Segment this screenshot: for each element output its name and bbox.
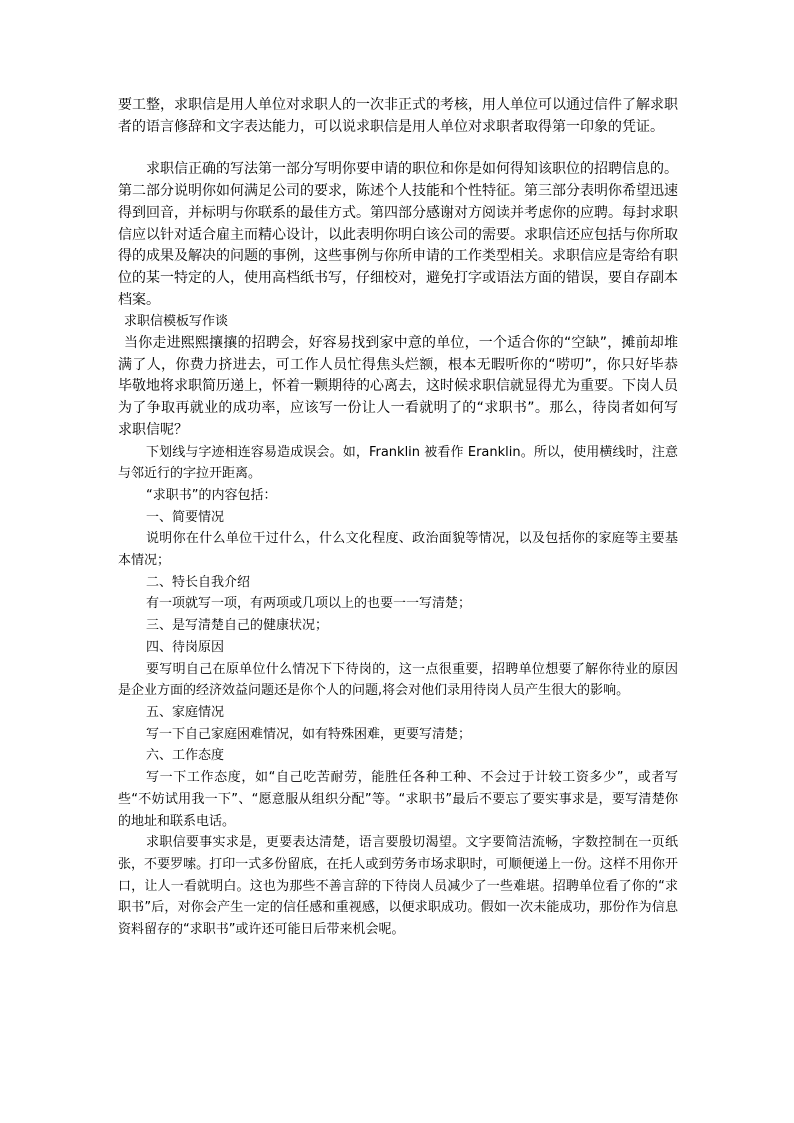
item-5-title: 五、家庭情况 xyxy=(146,704,225,720)
item-2-text: 有一项就写一项，有两项或几项以上的也要一一写清楚； xyxy=(146,596,472,612)
intro-paragraph-1: 要工整，求职信是用人单位对求职人的一次非正式的考核，用人单位可以通过信件了解求职者的语言修辞和文字表达能力，可以说求职信是用人单位对求职者取得第一印象的凭证。 xyxy=(118,97,678,135)
item-2-title: 二、特长自我介绍 xyxy=(146,574,251,590)
item-4-text: 要写明自己在原单位什么情况下下待岗的，这一点很重要，招聘单位想要了解你待业的原因是企业方面的经济效益问题还是你个人的问题,将会对他们录用待岗人员产生很大的影响。 xyxy=(118,661,678,699)
item-5-text: 写一下自己家庭困难情况，如有特殊困难，更要写清楚； xyxy=(146,726,472,742)
item-1-text: 说明你在什么单位干过什么，什么文化程度、政治面貌等情况，以及包括你的家庭等主要基本情况； xyxy=(118,531,678,569)
item-3-title: 三、是写清楚自己的健康状况； xyxy=(146,618,329,634)
document-page xyxy=(118,95,678,941)
item-6-text: 写一下工作态度，如“自己吃苦耐劳，能胜任各种工种、不会过于计较工资多少”，或者写些“不妨试用我一下”、“愿意服从组织分配”等。“求职书”最后不要忘了要实事求是，要写清楚你的地址和联系电话。 xyxy=(118,770,678,829)
section-paragraph-1: 当你走进熙熙攘攘的招聘会，好容易找到家中意的单位，一个适合你的“空缺”，摊前却堆满了人，你费力挤进去，可工作人员忙得焦头烂额，根本无暇听你的“唠叨”，你只好毕恭毕敬地将求职简历递上，怀着一颗期待的心离去，这时候求职信就显得尤为重要。下岗人员为了争取再就业的成功率，应该写一份让人一看就明了的“求职书”。那么，待岗者如何写求职信呢？ xyxy=(118,335,678,438)
item-6-title: 六、工作态度 xyxy=(146,748,225,764)
section-paragraph-2: 下划线与字迹相连容易造成误会。如，Franklin 被看作 Eranklin。所以，使用横线时，注意与邻近行的字拉开距离。 xyxy=(118,444,678,482)
contents-intro: “求职书”的内容包括： xyxy=(146,487,277,503)
section-title: 求职信模板写作谈 xyxy=(124,314,229,330)
item-1-title: 一、简要情况 xyxy=(146,509,225,525)
closing-paragraph: 求职信要事实求是，更要表达清楚，语言要殷切渴望。文字要简洁流畅，字数控制在一页纸张，不要罗嗦。打印一式多份留底，在托人或到劳务市场求职时，可顺便递上一份。这样不用你开口，让人一看就明白。这也为那些不善言辞的下待岗人员减少了一些难堪。招聘单位看了你的“求职书”后，对你会产生一定的信任感和重视感，以便求职成功。假如一次未能成功，那份作为信息资料留存的“求职书”或许还可能日后带来机会呢。 xyxy=(118,835,678,938)
intro-paragraph-2: 求职信正确的写法第一部分写明你要申请的职位和你是如何得知该职位的招聘信息的。第二部分说明你如何满足公司的要求，陈述个人技能和个性特征。第三部分表明你希望迅速得到回音，并标明与你联系的最佳方式。第四部分感谢对方阅读并考虑你的应聘。每封求职信应以针对适合雇主而精心设计，以此表明你明白该公司的需要。求职信还应包括与你所取得的成果及解决的问题的事例，这些事例与你所申请的工作类型相关。求职信应是寄给有职位的某一特定的人，使用高档纸书写，仔细校对，避免打字或语法方面的错误，要自存副本档案。 xyxy=(118,161,678,308)
item-4-title: 四、待岗原因 xyxy=(146,639,225,655)
